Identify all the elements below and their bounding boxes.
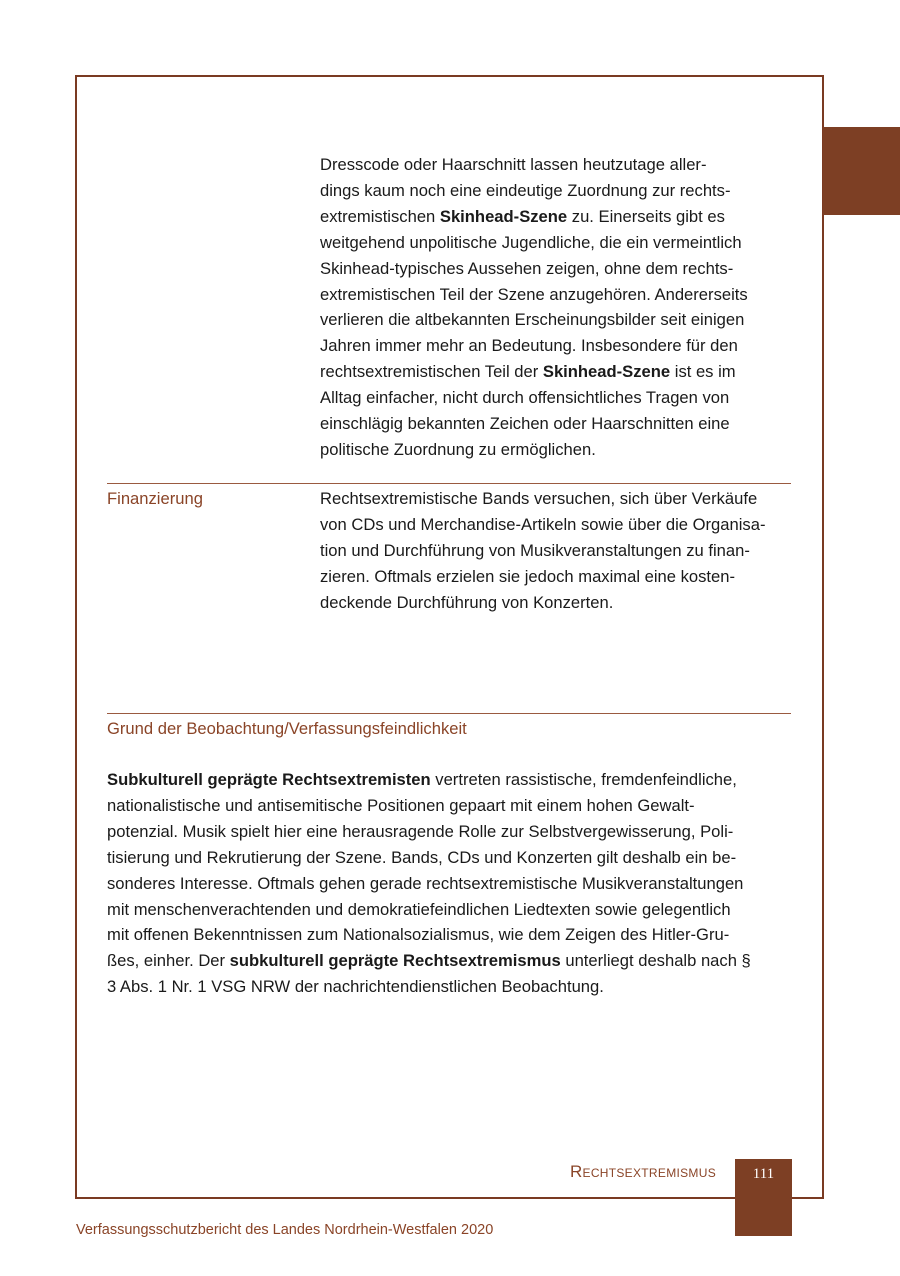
section-divider: [107, 483, 791, 484]
running-section-title: Rechtsextremismus: [569, 1162, 716, 1181]
report-title: Verfassungsschutzbericht des Landes Nordrhein-Westfalen 2020: [76, 1222, 494, 1238]
page-number-box: [735, 1159, 792, 1236]
finanzierung-paragraph: Rechtsextremistische Bands versuchen, sich über Verkäufe von CDs und Merchandise-Artikeln sowie über die Organisa- tion und Durchführung von Musikveranstaltungen zu finan- zieren. Oftmals erzielen sie jedoch maximal eine kosten- deckende Durchführung von Konzerten.: [320, 489, 766, 612]
emphasis-term: Subkulturell geprägte Rechtsextremisten: [107, 770, 431, 789]
chapter-tab-marker: [823, 127, 900, 215]
page-number: 111: [752, 1166, 775, 1182]
emphasis-term: Skinhead-Szene: [439, 206, 568, 226]
finanzierung-label: Finanzierung: [107, 489, 203, 508]
emphasis-term: Skinhead-Szene: [542, 362, 671, 382]
grund-paragraph: Subkulturell geprägte Rechtsextremisten vertreten rassistische, fremdenfeindliche, nationalistische und antisemitische Positionen gepaart mit einem hohen Gewalt- potenzial. Musik spielt hier eine herausragende Rolle zur Selbstvergewisserung, Poli- tisierung und Rekrutierung der Szene. Bands, CDs und Konzerten gilt deshalb ein be- sonderes Interesse. Oftmals gehen gerade rechtsextremistische Musikveranstaltungen mit menschenverachtenden und demokratiefeindlichen Liedtexten sowie gelegentlich mit offenen Bekenntnissen zum Nationalsozialismus, wie dem Zeigen des Hitler-Gru- ßes, einher. Der subkulturell geprägte Rechtsextremismus unterliegt deshalb nach § 3 Abs. 1 Nr. 1 VSG NRW der nachrichtendienstlichen Beobachtung.: [107, 770, 751, 997]
grund-heading: Grund der Beobachtung/Verfassungsfeindlichkeit: [107, 719, 467, 738]
emphasis-term: subkulturell geprägte Rechtsextremismus: [229, 951, 561, 971]
section-divider: [107, 713, 791, 714]
intro-paragraph: Dresscode oder Haarschnitt lassen heutzutage aller- dings kaum noch eine eindeutige Zuordnung zur rechts- extremistischen Skinhead-Szene zu. Einerseits gibt es weitgehend unpolitische Jugendliche, die ein vermeintlich Skinhead-typisches Aussehen zeigen, ohne dem rechts- extremistischen Teil der Szene anzugehören. Andererseits verlieren die altbekannten Erscheinungsbilder seit einigen Jahren immer mehr an Bedeutung. Insbesondere für den rechtsextremistischen Teil der Skinhead-Szene ist es im Alltag einfacher, nicht durch offensichtliches Tragen von einschlägig bekannten Zeichen oder Haarschnitten eine politische Zuordnung zu ermöglichen.: [320, 155, 748, 459]
